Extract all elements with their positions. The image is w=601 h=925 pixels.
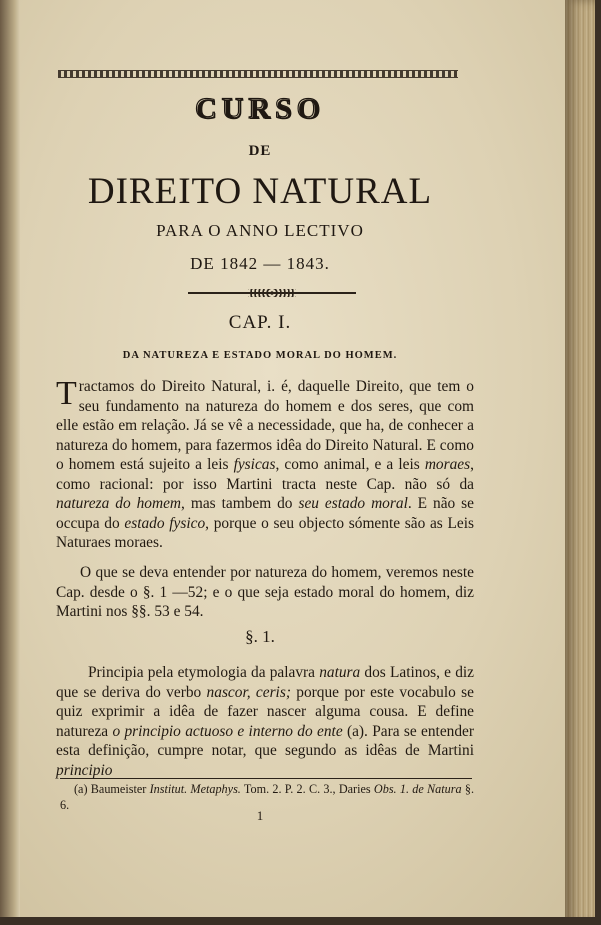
- bottom-edge: [0, 917, 601, 925]
- title-curso: CURSO: [194, 92, 325, 125]
- signature-mark: 1: [256, 808, 264, 823]
- paragraph-3: Principia pela etymologia da palavra natura dos Latinos, e diz que se deriva do verbo nascor, ceris; porque por este vocabulo se quiz exprimir a idêa de fazer nascer alguma cousa. E define natureza o principio actuoso e interno do ente (a). Para se entender esta definição, cumpre notar, que segundo as idêas de Martini principio: [56, 664, 474, 779]
- paragraph-1: Tractamos do Direito Natural, i. é, daquelle Direito, que tem o seu fundamento na natureza do homem e dos seres, que com elle estão em relação. Já se vê a necessidade, que ha, de conhecer a natureza do homem, para fazermos idêa do Direito Natural. E como o homem está sujeito a leis fysicas, como animal, e a leis moraes, como racional: por isso Martini tracta neste Cap. não só da natureza do homem, mas tambem do seu estado moral. E não se occupa do estado fysico, porque o seu objecto sómente são as Leis Naturaes moraes.: [56, 375, 474, 551]
- footnote-rule: [60, 778, 472, 779]
- binding-edge: [0, 0, 20, 925]
- title-de: DE: [248, 143, 272, 159]
- top-ornament-border: [58, 70, 458, 78]
- drop-cap: T: [56, 375, 77, 412]
- chapter-heading: CAP. I.: [228, 312, 292, 333]
- footnote: (a) Baumeister Institut. Metaphys. Tom. 2. P. 2. C. 3., Daries Obs. 1. de Natura §. 6.: [60, 782, 475, 812]
- paragraph-2: O que se deva entender por natureza do homem, veremos neste Cap. desde o §. 1 —52; e o que seja estado moral do homem, diz Martini nos §§. 53 e 54.: [56, 564, 474, 620]
- section-heading: §. 1.: [245, 627, 275, 646]
- ornamental-rule: [188, 292, 356, 294]
- title-para: PARA O ANNO LECTIVO: [156, 221, 364, 240]
- chapter-subtitle: DA NATUREZA E ESTADO MORAL DO HOMEM.: [122, 350, 398, 361]
- title-years: DE 1842 — 1843.: [190, 254, 330, 273]
- page-stack-edge: [565, 0, 601, 925]
- page-title: DIREITO NATURAL: [87, 171, 433, 212]
